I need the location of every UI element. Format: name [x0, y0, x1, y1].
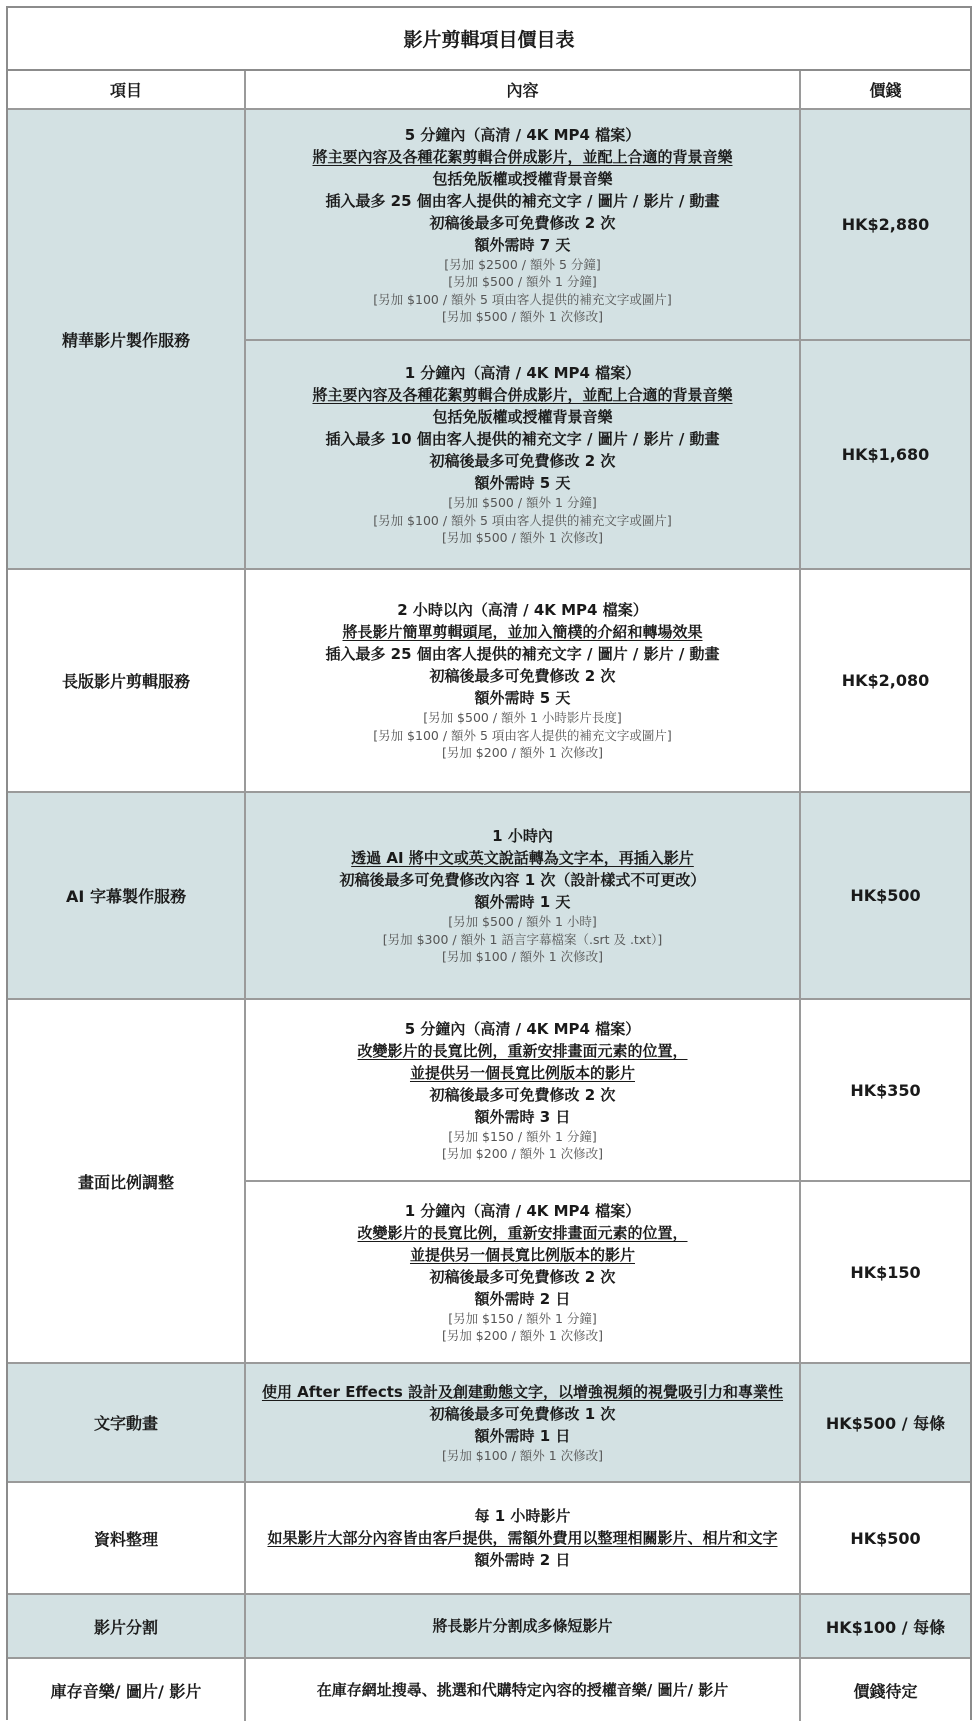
header-price: 價錢: [800, 71, 970, 109]
addon-line: [另加 $100 / 額外 5 項由客人提供的補充文字或圖片]: [373, 512, 672, 528]
price-cell: HK$350: [800, 999, 970, 1181]
addon-line: [另加 $100 / 額外 5 項由客人提供的補充文字或圖片]: [373, 291, 672, 307]
price-cell: HK$2,880: [800, 109, 970, 340]
category-stock: 庫存音樂/ 圖片/ 影片: [8, 1658, 245, 1721]
category-highlight: 精華影片製作服務: [8, 109, 245, 569]
content-line: 額外需時 3 日: [474, 1107, 571, 1126]
content-line: 額外需時 5 天: [474, 474, 571, 493]
content-line-underlined: 將主要內容及各種花絮剪輯合併成影片，並配上合適的背景音樂: [312, 147, 733, 166]
addon-line: [另加 $100 / 額外 1 次修改]: [441, 1447, 604, 1463]
category-split: 影片分割: [8, 1594, 245, 1658]
content-line-underlined: 並提供另一個長寬比例版本的影片: [409, 1245, 635, 1264]
content-cell: [245, 1658, 800, 1721]
content-line: 1 分鐘內（高清 / 4K MP4 檔案）: [404, 1201, 641, 1220]
content-line: 額外需時 2 日: [474, 1551, 571, 1569]
category-ratio: 畫面比例調整: [8, 999, 245, 1363]
content-line-underlined: 將主要內容及各種花絮剪輯合併成影片，並配上合適的背景音樂: [312, 386, 733, 405]
category-ai: AI 字幕製作服務: [8, 792, 245, 999]
content-line: 初稿後最多可免費修改 2 次: [429, 1267, 616, 1286]
addon-line: [另加 $150 / 額外 1 分鐘]: [448, 1310, 597, 1326]
category-long: 長版影片剪輯服務: [8, 569, 245, 792]
content-line: 額外需時 5 天: [474, 689, 571, 708]
table-header-row: [8, 71, 970, 109]
category-text-animation: 文字動畫: [8, 1363, 245, 1482]
content-cell: [245, 999, 800, 1181]
content-line: 初稿後最多可免費修改 2 次: [429, 213, 616, 232]
price-cell: HK$500: [800, 792, 970, 999]
content-line: 包括免版權或授權背景音樂: [432, 169, 613, 188]
addon-line: [另加 $100 / 額外 1 次修改]: [441, 949, 604, 965]
content-cell: [245, 340, 800, 569]
content-cell: [245, 1363, 800, 1482]
price-cell: HK$1,680: [800, 340, 970, 569]
content-cell: [245, 1594, 800, 1658]
price-cell: 價錢待定: [800, 1658, 970, 1721]
content-line: 將長影片分割成多條短影片: [432, 1617, 613, 1635]
addon-line: [另加 $150 / 額外 1 分鐘]: [448, 1128, 597, 1144]
content-line-underlined: 將長影片簡單剪輯頭尾，並加入簡樸的介紹和轉場效果: [342, 623, 703, 642]
addon-line: [另加 $100 / 額外 5 項由客人提供的補充文字或圖片]: [373, 727, 672, 743]
addon-line: [另加 $200 / 額外 1 次修改]: [441, 1146, 604, 1161]
content-line: 額外需時 1 日: [474, 1426, 571, 1445]
category-material: 資料整理: [8, 1482, 245, 1594]
content-cell: [245, 1482, 800, 1594]
content-line: 1 分鐘內（高清 / 4K MP4 檔案）: [404, 364, 641, 383]
addon-line: [另加 $200 / 額外 1 次修改]: [441, 1328, 604, 1343]
header-content: 內容: [245, 71, 800, 109]
content-line: 5 分鐘內（高清 / 4K MP4 檔案）: [404, 1019, 641, 1038]
content-line: 1 小時內: [492, 827, 553, 846]
table-row: [8, 569, 970, 792]
addon-line: [另加 $500 / 額外 1 小時]: [448, 914, 597, 930]
page-title: 影片剪輯項目價目表: [8, 8, 970, 71]
price-cell: HK$500 / 每條: [800, 1363, 970, 1482]
addon-line: [另加 $500 / 額外 1 次修改]: [441, 530, 604, 546]
table-row: [8, 109, 970, 340]
content-line-underlined: 如果影片大部分內容皆由客戶提供，需額外費用以整理相關影片、相片和文字: [267, 1529, 778, 1547]
price-list-frame: [6, 6, 972, 1720]
content-cell: [245, 109, 800, 340]
content-line: 初稿後最多可免費修改 2 次: [429, 452, 616, 471]
content-line-underlined: 透過 AI 將中文或英文說話轉為文字本，再插入影片: [351, 849, 694, 868]
content-line: 插入最多 10 個由客人提供的補充文字 / 圖片 / 影片 / 動畫: [325, 430, 720, 449]
addon-line: [另加 $200 / 額外 1 次修改]: [441, 745, 604, 761]
content-line: 初稿後最多可免費修改 2 次: [429, 667, 616, 686]
price-table: [8, 71, 970, 1721]
table-row: [8, 1482, 970, 1594]
content-line: 額外需時 2 日: [474, 1289, 571, 1308]
content-line: 5 分鐘內（高清 / 4K MP4 檔案）: [404, 125, 641, 144]
content-line: 在庫存網址搜尋、挑選和代購特定內容的授權音樂/ 圖片/ 影片: [316, 1681, 729, 1699]
addon-line: [另加 $2500 / 額外 5 分鐘]: [444, 256, 601, 272]
table-row: [8, 999, 970, 1181]
content-line-underlined: 改變影片的長寬比例，重新安排畫面元素的位置，: [357, 1041, 688, 1060]
header-item: 項目: [8, 71, 245, 109]
table-row: [8, 1658, 970, 1721]
addon-line: [另加 $500 / 額外 1 分鐘]: [448, 274, 597, 289]
content-line: 包括免版權或授權背景音樂: [432, 408, 613, 427]
addon-line: [另加 $500 / 額外 1 分鐘]: [448, 495, 597, 511]
table-row: [8, 792, 970, 999]
content-line-underlined: 改變影片的長寬比例，重新安排畫面元素的位置，: [357, 1223, 688, 1242]
price-cell: HK$2,080: [800, 569, 970, 792]
price-cell: HK$150: [800, 1181, 970, 1363]
content-line: 插入最多 25 個由客人提供的補充文字 / 圖片 / 影片 / 動畫: [325, 191, 720, 210]
content-cell: [245, 792, 800, 999]
content-line: 額外需時 7 天: [474, 235, 571, 254]
table-row: [8, 1363, 970, 1482]
content-line: 2 小時以內（高清 / 4K MP4 檔案）: [397, 601, 648, 620]
content-line: 額外需時 1 天: [474, 893, 571, 912]
table-row: [8, 1594, 970, 1658]
content-line-underlined: 使用 After Effects 設計及創建動態文字，以增強視頻的視覺吸引力和專業性: [261, 1382, 784, 1401]
addon-line: [另加 $500 / 額外 1 次修改]: [441, 309, 604, 324]
content-line: 每 1 小時影片: [474, 1507, 571, 1525]
content-cell: [245, 569, 800, 792]
content-line: 初稿後最多可免費修改 1 次: [429, 1404, 616, 1423]
price-cell: HK$100 / 每條: [800, 1594, 970, 1658]
content-cell: [245, 1181, 800, 1363]
addon-line: [另加 $500 / 額外 1 小時影片長度]: [423, 710, 622, 726]
content-line-underlined: 並提供另一個長寬比例版本的影片: [409, 1063, 635, 1082]
price-cell: HK$500: [800, 1482, 970, 1594]
content-line: 初稿後最多可免費修改內容 1 次（設計樣式不可更改）: [339, 871, 706, 890]
content-line: 插入最多 25 個由客人提供的補充文字 / 圖片 / 影片 / 動畫: [325, 645, 720, 664]
addon-line: [另加 $300 / 額外 1 語言字幕檔案（.srt 及 .txt）]: [382, 931, 663, 947]
content-line: 初稿後最多可免費修改 2 次: [429, 1085, 616, 1104]
